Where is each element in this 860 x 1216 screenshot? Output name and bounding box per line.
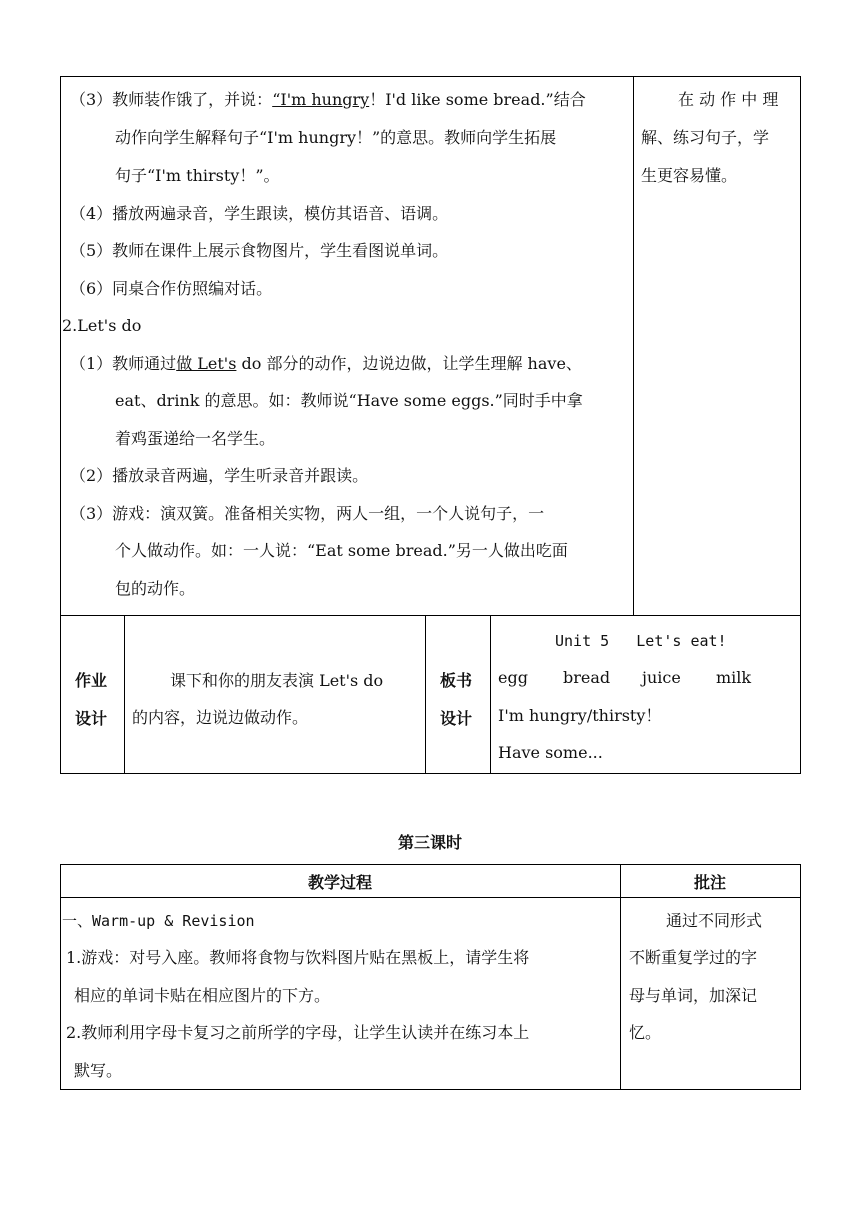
- board-word-milk: milk: [716, 668, 752, 687]
- note1-line2: 解、练习句子，学: [641, 128, 770, 147]
- board-title: Unit 5 Let's eat!: [555, 632, 727, 650]
- lets-do-step-3-line3: 包的动作。: [115, 579, 196, 598]
- procedure-step-3-line2: 动作向学生解释句子“I'm hungry！”的意思。教师向学生拓展: [115, 128, 557, 147]
- lets-do-step1-rest: do 部分的动作，边说边做，让学生理解 have、: [236, 354, 582, 373]
- warmup-step-1-line1: 1.游戏：对号入座。教师将食物与饮料图片贴在黑板上，请学生将: [66, 948, 530, 967]
- homework-label-divider: [124, 615, 125, 774]
- note2-line2: 不断重复学过的字: [629, 948, 758, 967]
- warmup-heading-text: 一、Warm-up & Revision: [62, 912, 255, 930]
- warmup-step-1-line2: 相应的单词卡贴在相应图片的下方。: [74, 986, 331, 1005]
- table2-border-right: [800, 864, 801, 1090]
- procedure-step-3-line3: 句子“I'm thirsty！”。: [115, 166, 280, 185]
- table1-row-divider: [60, 615, 801, 616]
- board-word-egg: egg: [498, 668, 528, 687]
- procedure-step-5: （5）教师在课件上展示食物图片，学生看图说单词。: [70, 241, 449, 260]
- homework-label-line1: 作业: [75, 671, 108, 690]
- table2-header-divider: [60, 897, 801, 898]
- warmup-step-2-line2: 默写。: [74, 1061, 123, 1080]
- homework-text-line2: 的内容，边说边做动作。: [132, 708, 309, 727]
- step3-quote-underlined: “I'm hungry: [272, 90, 370, 109]
- lets-do-step1-intro: （1）教师通过: [70, 354, 177, 373]
- board-label-line1: 板书: [440, 671, 473, 690]
- board-line-hungry: I'm hungry/thirsty！: [498, 706, 662, 725]
- board-label-divider: [490, 615, 491, 774]
- lets-do-step-3-line2: 个人做动作。如：一人说：“Eat some bread.”另一人做出吃面: [115, 541, 568, 560]
- table1-divider-notes: [633, 76, 634, 616]
- procedure-step-3-line1: [70, 90, 586, 110]
- board-word-bread: bread: [563, 668, 611, 687]
- procedure-step-6: （6）同桌合作仿照编对话。: [70, 279, 273, 298]
- note2-line1: 通过不同形式: [666, 911, 763, 930]
- note2-line3: 母与单词，加深记: [629, 986, 758, 1005]
- lets-do-step-1-line1: [70, 354, 582, 374]
- board-line-have-some: Have some...: [498, 743, 603, 762]
- warmup-heading: [62, 911, 255, 931]
- step3-quote-rest: ！I'd like some bread.”结合: [369, 90, 586, 109]
- table2-border-bottom: [60, 1089, 801, 1090]
- board-word-juice: juice: [642, 668, 681, 687]
- table2-column-divider: [620, 864, 621, 1090]
- homework-board-divider: [425, 615, 426, 774]
- procedure-step-4: （4）播放两遍录音，学生跟读，模仿其语音、语调。: [70, 204, 449, 223]
- table1-border-right: [800, 76, 801, 774]
- lets-do-step-3-line1: （3）游戏：演双簧。准备相关实物，两人一组，一个人说句子，一: [70, 504, 545, 523]
- lets-do-step-1-line2: eat、drink 的意思。如：教师说“Have some eggs.”同时手中拿: [115, 391, 583, 410]
- lets-do-step-2: （2）播放录音两遍，学生听录音并跟读。: [70, 466, 369, 485]
- homework-label-line2: 设计: [75, 709, 108, 728]
- note2-line4: 忆。: [629, 1023, 662, 1042]
- note1-line3: 生更容易懂。: [641, 166, 738, 185]
- homework-text-line1: 课下和你的朋友表演 Let's do: [170, 671, 384, 690]
- table2-border-top: [60, 864, 801, 865]
- section-lets-do-heading: 2.Let's do: [62, 316, 142, 335]
- table1-border-bottom: [60, 773, 801, 774]
- table2-border-left: [60, 864, 61, 1090]
- table1-border-left: [60, 76, 61, 774]
- table2-header-notes: 批注: [693, 873, 726, 892]
- warmup-step-2-line1: 2.教师利用字母卡复习之前所学的字母，让学生认读并在练习本上: [66, 1023, 530, 1042]
- table1-border-top: [60, 76, 801, 77]
- lets-do-step1-underlined: 做 Let's: [176, 354, 237, 373]
- lesson3-heading: 第三课时: [397, 833, 462, 852]
- note1-line1: 在 动 作 中 理: [678, 90, 779, 109]
- table2-header-process: 教学过程: [307, 873, 372, 892]
- step3-intro: （3）教师装作饿了，并说：: [70, 90, 273, 109]
- board-label-line2: 设计: [440, 709, 473, 728]
- lets-do-step-1-line3: 着鸡蛋递给一名学生。: [115, 429, 276, 448]
